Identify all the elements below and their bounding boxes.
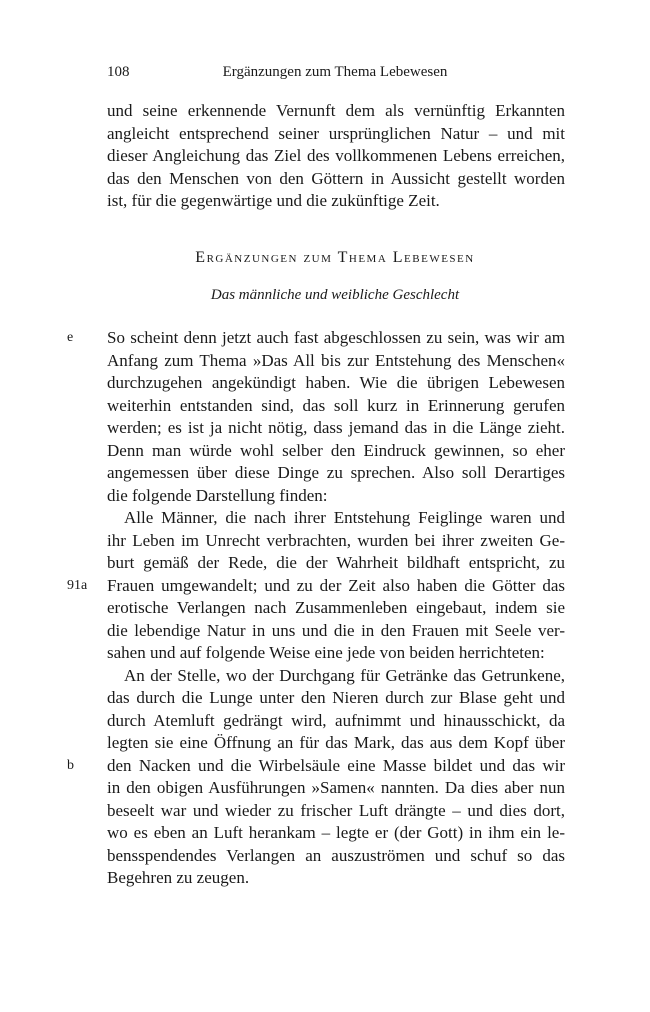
text-line-content: den Nacken und die Wirbelsäule eine Masse bildet und das wir <box>107 755 565 775</box>
section-heading: Ergänzungen zum Thema Lebewesen <box>195 249 475 266</box>
text-line: angleicht entsprechend seiner ursprünglichen Natur – und mit <box>107 123 565 143</box>
text-line: das den Menschen von den Göttern in Aussicht gestellt worden <box>107 168 565 188</box>
top-paragraph <box>107 100 565 213</box>
text-line: durchzugehen angekündigt haben. Wie die übrigen Lebewesen <box>107 373 565 392</box>
text-line: in den obigen Ausführungen »Samen« nannten. Da dies aber nun <box>107 778 565 797</box>
margin-note-91a: 91a <box>67 577 88 593</box>
text-line: und seine erkennende Vernunft dem als vernünftig Erkannten <box>107 101 565 120</box>
text-line: ist, für die gegenwärtige und die zukünftige Zeit. <box>107 191 440 210</box>
text-line: durch Atemluft gedrängt wird, aufnimmt und hinausschickt, da <box>107 710 565 730</box>
text-line-content: Frauen umgewandelt; und zu der Zeit also haben die Götter das <box>107 575 565 595</box>
text-line: Begehren zu zeugen. <box>107 868 250 887</box>
text-line: burt gemäß der Rede, die der Wahrheit bildhaft entspricht, zu <box>107 553 565 572</box>
text-line: ihr Leben im Unrecht verbrachten, wurden bei ihrer zweiten Ge- <box>107 530 565 550</box>
text-line: erotische Verlangen nach Zusammenleben eingebaut, indem sie <box>107 598 565 617</box>
text-line: angemessen über diese Dinge zu sprechen. Also soll Derartiges <box>107 463 565 482</box>
main-text <box>67 327 565 890</box>
text-line <box>67 755 565 778</box>
text-line: werden; es ist ja nicht nötig, dass jemand das in die Länge zieht. <box>107 418 565 437</box>
text-line: Anfang zum Thema »Das All bis zur Entstehung des Menschen« <box>107 350 565 370</box>
text-line: die folgende Darstellung finden: <box>107 485 328 505</box>
text-line: die lebendige Natur in uns und die in den Frauen mit Seele ver- <box>107 620 565 640</box>
text-line: legten sie eine Öffnung an für das Mark, das aus dem Kopf über <box>107 733 565 752</box>
margin-note-b: b <box>67 757 74 773</box>
text-line-content: So scheint denn jetzt auch fast abgeschlossen zu sein, was wir am <box>107 328 565 347</box>
text-line <box>67 575 565 598</box>
text-line: beseelt war und wieder zu frischer Luft drängte – und dies dort, <box>107 800 565 820</box>
text-line: Denn man würde wohl selber den Eindruck gewinnen, so eher <box>107 440 565 460</box>
section-subheading: Das männliche und weibliche Geschlecht <box>210 287 460 303</box>
text-line: sahen und auf folgende Weise eine jede von beiden herrichteten: <box>107 643 545 662</box>
text-line: bensspendendes Verlangen an auszuströmen und schuf so das <box>107 845 565 865</box>
text-line: An der Stelle, wo der Durchgang für Getränke das Getrunkene, <box>124 665 565 685</box>
page-number: 108 <box>107 64 130 80</box>
text-line: weiterhin entstanden sind, das soll kurz in Erinnerung gerufen <box>107 395 565 415</box>
text-line: Alle Männer, die nach ihrer Entstehung Feiglinge waren und <box>124 508 565 527</box>
text-line: dieser Angleichung das Ziel des vollkommenen Lebens erreichen, <box>107 146 565 165</box>
running-head: Ergänzungen zum Thema Lebewesen <box>222 64 448 80</box>
text-line: wo es eben an Luft herankam – legte er (der Gott) in ihm ein le- <box>107 823 565 842</box>
text-line: das durch die Lunge unter den Nieren durch zur Blase geht und <box>107 688 565 707</box>
margin-note-e: e <box>67 330 74 345</box>
text-line <box>67 327 565 350</box>
